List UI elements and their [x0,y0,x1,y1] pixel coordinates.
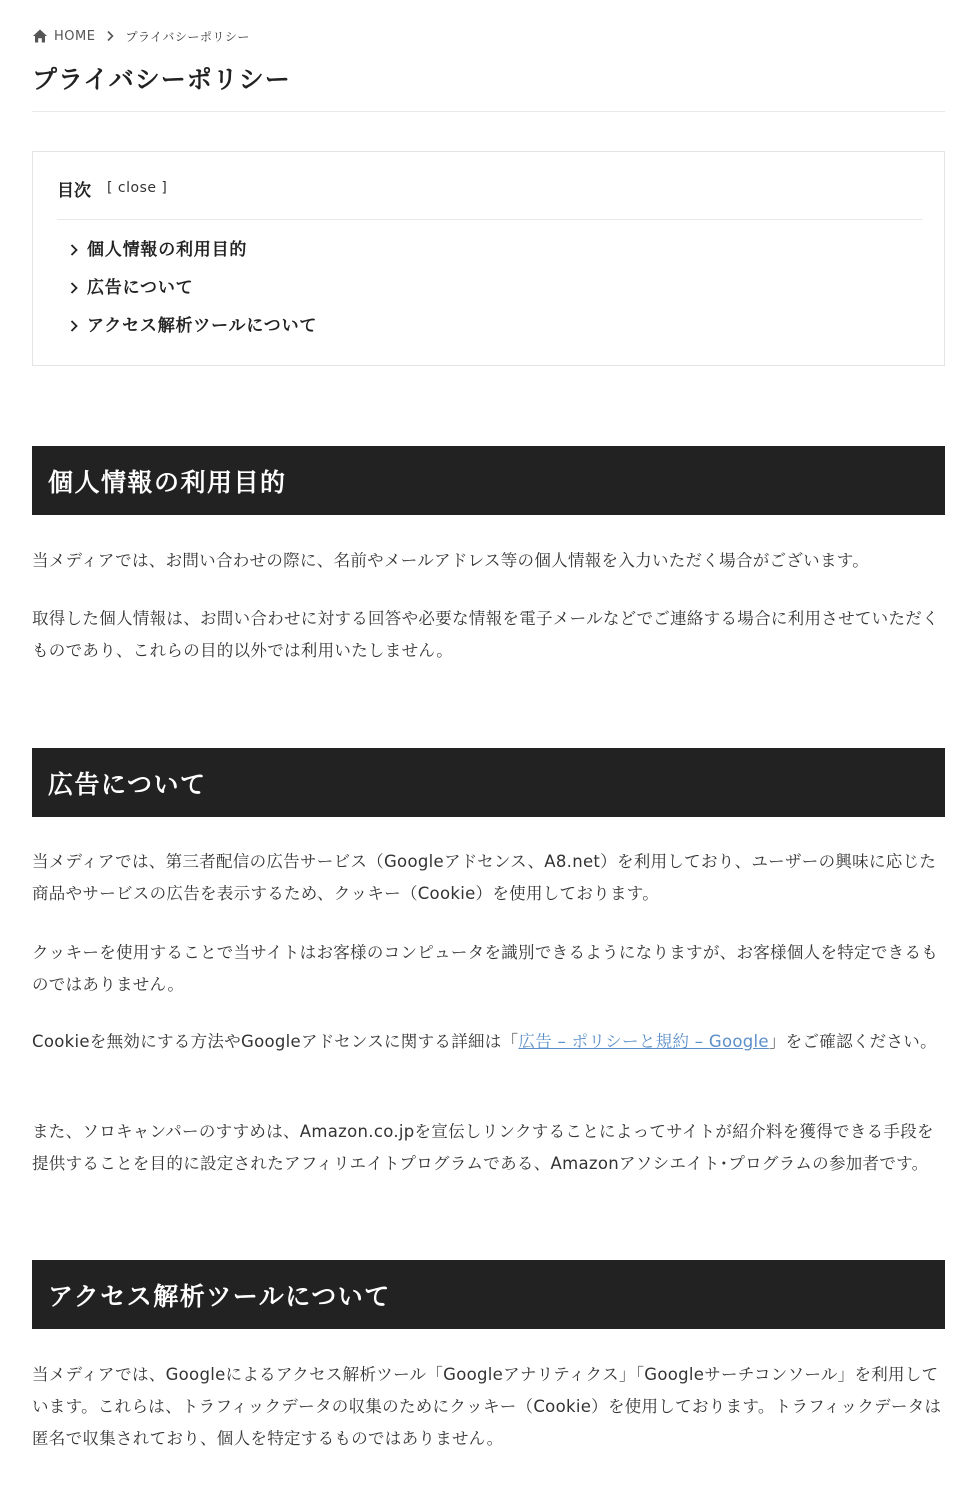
section-heading-analytics: アクセス解析ツールについて [32,1260,945,1329]
paragraph-with-link [32,1026,945,1058]
toc-link-analytics[interactable]: アクセス解析ツールについて [87,316,318,336]
toc-link-purpose[interactable]: 個人情報の利用目的 [87,240,248,260]
toc-item[interactable] [69,238,317,276]
paragraph: また、ソロキャンパーのすすめは、Amazon.co.jpを宣伝しリンクすることによってサイトが紹介料を獲得できる手段を提供することを目的に設定されたアフィリエイトプログラムである、Amazonアソシエイト･プログラムの参加者です。 [32,1122,934,1173]
chevron-right-icon [101,28,119,44]
paragraph: 当メディアでは、お問い合わせの際に、名前やメールアドレス等の個人情報を入力いただく場合がございます。 [32,551,870,570]
paragraph: 当メディアでは、Googleによるアクセス解析ツール「Googleアナリティクス」「Googleサーチコンソール」を利用しています。これらは、トラフィックデータの収集のためにクッキー（Cookie）を使用しております。トラフィックデータは匿名で収集されており、個人を特定するものではありません。 [32,1365,942,1448]
title-divider [32,111,945,112]
breadcrumb-current: プライバシーポリシー [125,29,250,44]
link-prefix-text: Cookieを無効にする方法やGoogleアドセンスに関する詳細は「 [32,1032,519,1051]
google-ads-policy-link[interactable]: 広告 – ポリシーと規約 – Google [518,1032,769,1051]
toc-title: 目次 [57,180,91,201]
home-icon[interactable] [32,28,48,44]
toc-link-ads[interactable]: 広告について [87,278,194,298]
chevron-right-icon [69,314,83,338]
chevron-right-icon [69,276,83,300]
toc-list [69,238,317,352]
table-of-contents [32,151,945,366]
page-title: プライバシーポリシー [32,65,291,94]
toc-toggle-button[interactable]: [ close ] [107,180,168,196]
paragraph: 取得した個人情報は、お問い合わせに対する回答や必要な情報を電子メールなどでご連絡する場合に利用させていただくものであり、これらの目的以外では利用いたしません。 [32,609,939,660]
section-heading-purpose: 個人情報の利用目的 [32,446,945,515]
toc-item[interactable] [69,276,317,314]
toc-divider [57,219,922,220]
link-suffix-text: 」をご確認ください。 [768,1032,937,1051]
breadcrumb [32,26,250,46]
breadcrumb-home-link[interactable]: HOME [54,28,96,44]
paragraph: 当メディアでは、第三者配信の広告サービス（Googleアドセンス、A8.net）を利用しており、ユーザーの興味に応じた商品やサービスの広告を表示するため、クッキー（Cookie）を使用しております。 [32,852,937,903]
toc-item[interactable] [69,314,317,352]
paragraph: クッキーを使用することで当サイトはお客様のコンピュータを識別できるようになりますが、お客様個人を特定できるものではありません。 [32,943,939,994]
section-heading-ads: 広告について [32,748,945,817]
toc-header [57,176,167,200]
chevron-right-icon [69,238,83,262]
